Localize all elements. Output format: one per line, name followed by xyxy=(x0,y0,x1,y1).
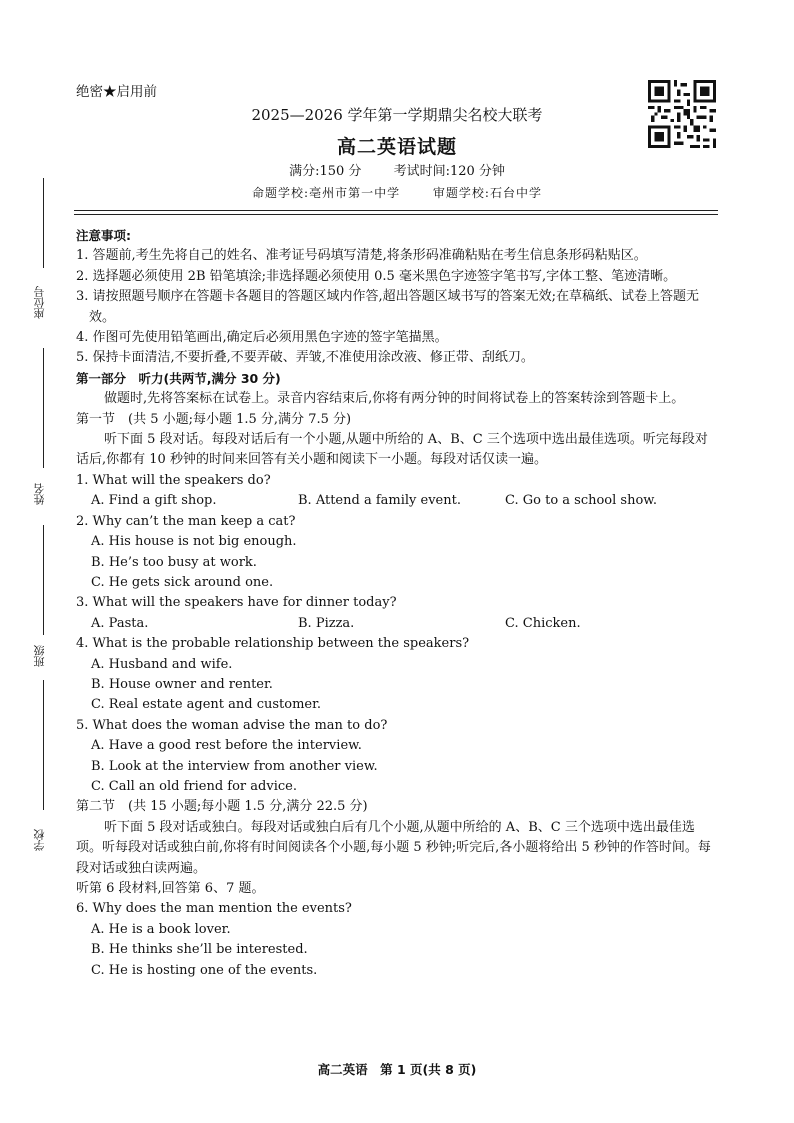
option-c: C. Chicken. xyxy=(505,615,581,631)
reviewer-school: 审题学校:石台中学 xyxy=(432,186,542,200)
note-item: 1. 答题前,考生先将自己的姓名、准考证号码填写清楚,将条形码准确粘贴在考生信息条形码粘贴区。 xyxy=(76,248,647,264)
option-b: B. Pizza. xyxy=(298,615,355,631)
question-1: 1. What will the speakers do? xyxy=(76,472,271,488)
section2-material: 听第 6 段材料,回答第 6、7 题。 xyxy=(76,881,265,896)
binding-class-label: 班级 xyxy=(33,645,46,667)
note-item: 4. 作图可先使用铅笔画出,确定后必须用黑色字迹的签字笔描黑。 xyxy=(76,330,448,346)
question-3: 3. What will the speakers have for dinner today? xyxy=(76,595,397,611)
option-c: C. Real estate agent and customer. xyxy=(91,697,322,713)
option-a: A. He is a book lover. xyxy=(91,921,231,937)
question-5: 5. What does the woman advise the man to do? xyxy=(76,717,388,733)
option-c: C. Go to a school show. xyxy=(505,493,658,509)
exam-subject-title: 高二英语试题 xyxy=(336,136,457,158)
exam-schools xyxy=(0,184,794,201)
section2-title: 第二节 (共 15 小题;每小题 1.5 分,满分 22.5 分) xyxy=(76,799,368,815)
section1-intro: 听下面 5 段对话。每段对话后有一个小题,从题中所给的 A、B、C 三个选项中选出最佳选项。听完每段对话后,你都有 10 秒钟的时间来回答有关小题和阅读下一小题。每段对话仅读一遍。 xyxy=(76,432,708,468)
option-c: C. Call an old friend for advice. xyxy=(91,778,297,794)
binding-line xyxy=(43,525,44,635)
question-4: 4. What is the probable relationship between the speakers? xyxy=(76,636,470,652)
binding-line xyxy=(43,680,44,810)
note-item: 3. 请按照题号顺序在答题卡各题目的答题区域内作答,超出答题区域书写的答案无效;在草稿纸、试卷上答题无效。 xyxy=(76,289,700,325)
notes-title: 注意事项: xyxy=(76,228,131,243)
question-2: 2. Why can’t the man keep a cat? xyxy=(76,513,296,529)
exam-title: 2025—2026 学年第一学期鼎尖名校大联考 xyxy=(251,106,543,124)
header-rule xyxy=(74,214,718,215)
option-a: A. Find a gift shop. xyxy=(91,493,217,509)
option-b: B. He thinks she’ll be interested. xyxy=(91,942,308,958)
option-a: A. Have a good rest before the interview. xyxy=(91,738,362,754)
section2-intro: 听下面 5 段对话或独白。每段对话或独白后有几个小题,从题中所给的 A、B、C 三个选项中选出最佳选项。听每段对话或独白前,你将有时间阅读各个小题,每小题 5 秒钟;听完后,各小题将给出 5 秒钟的作答时间。每段对话或独白读两遍。 xyxy=(76,819,711,876)
exam-score-time xyxy=(0,160,794,179)
options-row xyxy=(76,614,718,634)
option-b: B. House owner and renter. xyxy=(91,676,273,692)
option-a: A. His house is not big enough. xyxy=(91,534,297,550)
section1-title: 第一节 (共 5 小题;每小题 1.5 分,满分 7.5 分) xyxy=(76,411,352,427)
binding-name-label: 姓名 xyxy=(33,483,46,505)
confidential-mark: 绝密★启用前 xyxy=(76,84,157,100)
binding-line xyxy=(43,348,44,468)
question-6: 6. Why does the man mention the events? xyxy=(76,901,352,917)
exam-content xyxy=(76,226,718,981)
binding-school-label: 学校 xyxy=(33,829,46,851)
page-footer: 高二英语 第 1 页(共 8 页) xyxy=(317,1062,477,1077)
option-b: B. He’s too busy at work. xyxy=(91,554,257,570)
setter-school: 命题学校:亳州市第一中学 xyxy=(252,186,401,200)
options-row xyxy=(76,491,718,511)
header-rule xyxy=(74,210,718,211)
option-c: C. He gets sick around one. xyxy=(91,574,274,590)
part1-intro: 做题时,先将答案标在试卷上。录音内容结束后,你将有两分钟的时间将试卷上的答案转涂到答题卡上。 xyxy=(104,391,685,407)
option-b: B. Look at the interview from another view. xyxy=(91,758,378,774)
option-a: A. Pasta. xyxy=(91,615,149,631)
part1-title: 第一部分 听力(共两节,满分 30 分) xyxy=(76,370,281,386)
option-b: B. Attend a family event. xyxy=(298,493,461,509)
full-score: 满分:150 分 xyxy=(289,164,362,179)
option-a: A. Husband and wife. xyxy=(91,656,233,672)
option-c: C. He is hosting one of the events. xyxy=(91,962,318,978)
note-item: 5. 保持卡面清洁,不要折叠,不要弄破、弄皱,不准使用涂改液、修正带、刮纸刀。 xyxy=(76,350,534,366)
exam-time: 考试时间:120 分钟 xyxy=(393,164,505,179)
binding-strip xyxy=(30,170,56,890)
binding-seat-label: 座位号 xyxy=(33,286,46,320)
note-item: 2. 选择题必须使用 2B 铅笔填涂;非选择题必须使用 0.5 毫米黑色字迹签字笔书写,字体工整、笔迹清晰。 xyxy=(76,268,677,284)
